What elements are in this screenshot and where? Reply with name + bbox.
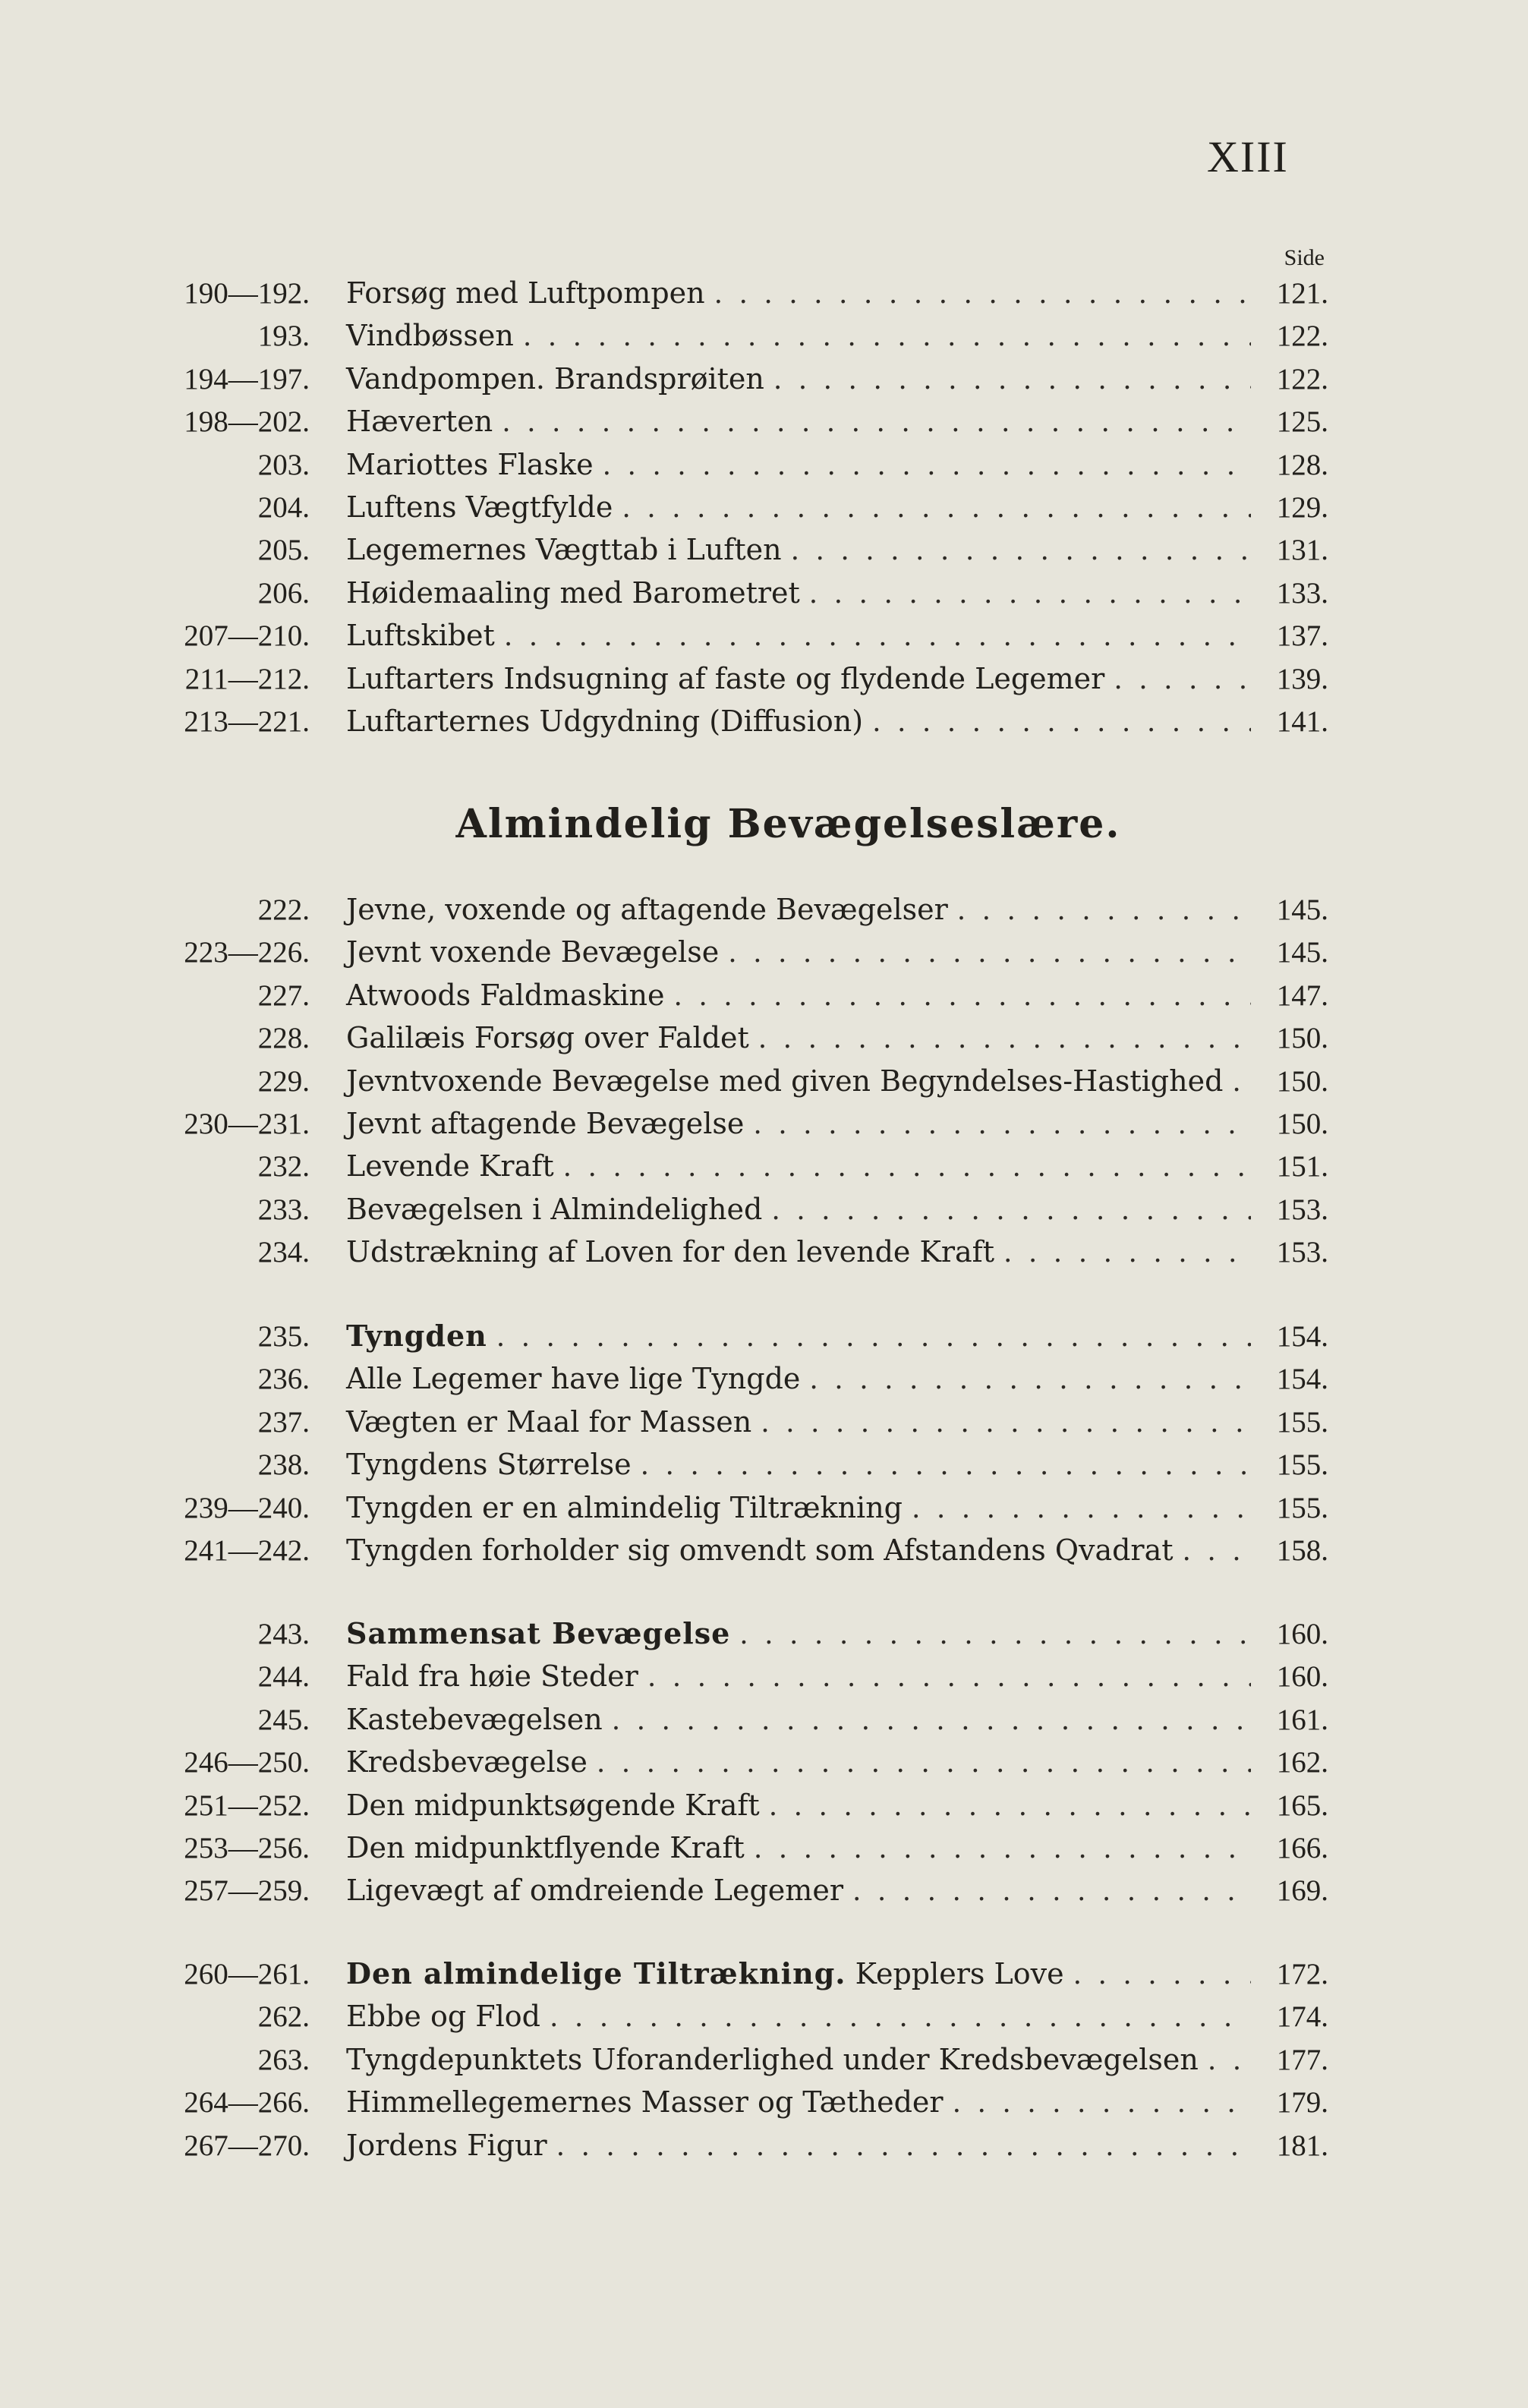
section-heading: Almindelig Bevægelseslære. <box>455 801 1121 847</box>
toc-entry-title: Bevægelsen i Almindelighed <box>346 1192 763 1226</box>
toc-entry-number: 239—240. <box>184 1491 310 1524</box>
toc-entry-page: 150. <box>1276 1107 1328 1140</box>
toc-entry-page: 179. <box>1276 2086 1328 2120</box>
toc-entry-page: 141. <box>1276 704 1328 738</box>
toc-entry-number: 232. <box>257 1150 310 1184</box>
toc-entry-title: Høidemaaling med Barometret <box>346 575 800 610</box>
dot-leader <box>773 359 1251 402</box>
dot-leader <box>523 316 1251 358</box>
toc-entry-title: Vandpompen. Brandsprøiten <box>346 361 764 396</box>
toc-entry-page: 128. <box>1276 448 1328 481</box>
toc-entry-number: 238. <box>257 1448 310 1482</box>
toc-entry-title: Luftskibet <box>346 619 495 653</box>
toc-entry <box>137 358 1328 400</box>
toc-entry-title: Forsøg med Luftpompen <box>346 276 705 310</box>
toc-entry-page: 150. <box>1276 1022 1328 1055</box>
toc-entry-page: 133. <box>1276 576 1328 610</box>
toc-entry-number: 227. <box>257 979 310 1012</box>
toc-entry <box>137 1486 1328 1529</box>
toc-entry <box>137 1145 1328 1187</box>
toc-entry <box>137 1995 1328 2038</box>
dot-leader <box>550 1997 1251 2039</box>
toc-entry <box>137 1188 1328 1231</box>
dot-leader <box>597 1742 1251 1785</box>
toc-entry-title: Galilæis Forsøg over Faldet <box>346 1021 749 1055</box>
toc-entry-page: 121. <box>1276 277 1328 310</box>
toc-entry <box>137 1869 1328 1912</box>
toc-entry-title: Vægten er Maal for Massen <box>346 1404 752 1439</box>
toc-entry-number: 236. <box>257 1363 310 1396</box>
dot-leader <box>953 2082 1251 2125</box>
toc-entry <box>137 486 1328 528</box>
toc-entry-page: 150. <box>1276 1064 1328 1098</box>
toc-entry <box>137 614 1328 657</box>
toc-entry-title: Ligevægt af omdreiende Legemer <box>346 1874 843 1908</box>
dot-leader <box>1208 2040 1251 2082</box>
toc-entry <box>137 1698 1328 1741</box>
toc-entry-page: 122. <box>1276 362 1328 396</box>
toc-entry <box>137 1529 1328 1571</box>
toc-group-5 <box>137 1953 1328 2167</box>
toc-entry-number: 233. <box>257 1193 310 1226</box>
dot-leader <box>563 1146 1251 1189</box>
page-column-label: Side <box>1284 245 1325 270</box>
dot-leader <box>641 1445 1251 1487</box>
dot-leader <box>1073 1954 1251 1997</box>
toc-entry <box>137 888 1328 931</box>
toc-entry-number: 263. <box>257 2043 310 2076</box>
toc-entry-number: 222. <box>257 894 310 926</box>
toc-entry-page: 169. <box>1276 1874 1328 1908</box>
toc-entry-page: 177. <box>1276 2043 1328 2076</box>
dot-leader <box>673 975 1251 1018</box>
toc-entry-page: 129. <box>1276 490 1328 524</box>
toc-entry-title: Ebbe og Flod <box>346 2000 540 2034</box>
toc-entry-title: Legemernes Vægttab i Luften <box>346 533 782 567</box>
toc-entry-title: Luftarters Indsugning af faste og flydende Legemer <box>346 661 1105 695</box>
toc-entry-title: Levende Kraft <box>346 1149 554 1184</box>
dot-leader <box>1003 1232 1251 1275</box>
toc-entry <box>137 2124 1328 2167</box>
toc-entry <box>137 700 1328 742</box>
toc-entry <box>137 528 1328 571</box>
toc-entry-page: 139. <box>1276 662 1328 695</box>
toc-entry <box>137 1826 1328 1869</box>
dot-leader <box>809 1359 1251 1401</box>
toc-entry-title-rest: Kepplers Love <box>846 1957 1064 1990</box>
toc-entry-number: 206. <box>257 576 310 610</box>
toc-entry-number: 264—266. <box>184 2086 310 2120</box>
toc-entry-number: 251—252. <box>184 1789 310 1822</box>
dot-leader <box>612 1700 1251 1742</box>
dot-leader <box>771 1190 1251 1232</box>
toc-entry-number: 205. <box>257 534 310 567</box>
toc-entry <box>137 657 1328 700</box>
toc-entry-title: Atwoods Faldmaskine <box>346 978 665 1012</box>
toc-entry-number: 245. <box>257 1703 310 1736</box>
toc-entry-number: 213—221. <box>184 704 310 738</box>
toc-entry-title: Vindbøssen <box>346 319 514 353</box>
toc-entry-title: Luftens Vægtfylde <box>346 490 613 524</box>
toc-entry-title: Jevnt voxende Bevægelse <box>346 935 720 969</box>
dot-leader <box>809 573 1251 616</box>
dot-leader <box>1114 659 1251 701</box>
toc-group-3 <box>137 1315 1328 1571</box>
toc-entry-number: 237. <box>257 1405 310 1439</box>
toc-entry-number: 246—250. <box>184 1746 310 1779</box>
toc-entry-page: 166. <box>1276 1831 1328 1864</box>
toc-entry <box>137 272 1328 314</box>
toc-entry-page: 160. <box>1276 1660 1328 1694</box>
toc-entry-number: 211—212. <box>184 662 310 695</box>
dot-leader <box>504 616 1251 658</box>
dot-leader <box>912 1488 1251 1530</box>
toc-entry-page: 131. <box>1276 534 1328 567</box>
toc-entry-number: 260—261. <box>184 1958 310 1990</box>
toc-group-4 <box>137 1612 1328 1912</box>
toc-entry-page: 153. <box>1276 1236 1328 1269</box>
toc-entry-title <box>346 1953 1064 1995</box>
toc-entry-title: Tyngdepunktets Uforanderlighed under Kredsbevægelsen <box>346 2042 1199 2076</box>
toc-entry <box>137 443 1328 486</box>
toc-entry-title: Himmellegemernes Masser og Tætheder <box>346 2085 944 2120</box>
toc-entry-title-main: Den almindelige Tiltrækning. <box>346 1956 846 1990</box>
toc-entry-page: 160. <box>1276 1618 1328 1650</box>
toc-entry-number: 198—202. <box>184 405 310 439</box>
toc-entry <box>137 1953 1328 1995</box>
dot-leader <box>502 402 1251 444</box>
toc-entry-title: Udstrækning af Loven for den levende Kraft <box>346 1235 995 1269</box>
toc-entry <box>137 1231 1328 1273</box>
toc-entry-page: 154. <box>1276 1363 1328 1396</box>
toc-entry-page: 172. <box>1276 1958 1328 1990</box>
dot-leader <box>1232 1061 1251 1104</box>
toc-entry-number: 190—192. <box>184 277 310 310</box>
dot-leader <box>754 1828 1251 1871</box>
toc-entry-page: 162. <box>1276 1746 1328 1779</box>
toc-entry <box>137 931 1328 973</box>
toc-entry-page: 165. <box>1276 1789 1328 1822</box>
toc-entry <box>137 314 1328 357</box>
toc-entry <box>137 1060 1328 1102</box>
toc-entry-title: Kastebevægelsen <box>346 1702 603 1736</box>
dot-leader <box>769 1786 1251 1828</box>
dot-leader <box>753 1104 1251 1146</box>
toc-entry-title: Luftarternes Udgydning (Diffusion) <box>346 704 864 738</box>
toc-entry-title: Tyngden <box>346 1319 487 1353</box>
dot-leader <box>1183 1530 1251 1573</box>
toc-entry-number: 194—197. <box>184 362 310 396</box>
dot-leader <box>728 932 1251 975</box>
toc-entry <box>137 1655 1328 1697</box>
toc-entry <box>137 2081 1328 2123</box>
toc-entry <box>137 400 1328 443</box>
dot-leader <box>791 530 1251 572</box>
toc-entry-number: 193. <box>257 320 310 353</box>
toc-entry-page: 161. <box>1276 1703 1328 1736</box>
toc-entry-page: 174. <box>1276 2000 1328 2034</box>
toc-entry-number: 262. <box>257 2000 310 2034</box>
toc-entry-number: 223—226. <box>184 936 310 969</box>
dot-leader <box>603 445 1251 487</box>
dot-leader <box>739 1614 1251 1656</box>
toc-entry-title: Fald fra høie Steder <box>346 1659 638 1694</box>
toc-entry-number: 267—270. <box>184 2129 310 2162</box>
page-number: XIII <box>1207 132 1289 181</box>
toc-entry-title: Sammensat Bevægelse <box>346 1616 731 1650</box>
toc-entry-page: 137. <box>1276 619 1328 653</box>
toc-entry-number: 257—259. <box>184 1874 310 1908</box>
toc-entry <box>137 572 1328 614</box>
dot-leader <box>758 1018 1251 1061</box>
toc-entry-number: 228. <box>257 1022 310 1055</box>
dot-leader <box>957 890 1251 932</box>
toc-entry-number: 234. <box>257 1236 310 1269</box>
toc-entry <box>137 1401 1328 1443</box>
toc-entry-title: Alle Legemer have lige Tyngde <box>346 1362 801 1396</box>
dot-leader <box>872 701 1251 744</box>
toc-entry-page: 153. <box>1276 1193 1328 1226</box>
toc-entry <box>137 974 1328 1016</box>
toc-entry-title: Tyngden er en almindelig Tiltrækning <box>346 1490 903 1524</box>
toc-entry-title: Kredsbevægelse <box>346 1745 588 1779</box>
toc-entry <box>137 1315 1328 1357</box>
toc-entry-title: Den midpunktflyende Kraft <box>346 1830 745 1864</box>
toc-entry-number: 244. <box>257 1660 310 1694</box>
toc-entry-number: 207—210. <box>184 619 310 653</box>
toc-entry-title: Jordens Figur <box>346 2128 547 2162</box>
toc-entry-title: Jevne, voxende og aftagende Bevægelser <box>346 893 948 926</box>
toc-entry-page: 181. <box>1276 2129 1328 2162</box>
toc-entry-page: 158. <box>1276 1533 1328 1567</box>
toc-entry <box>137 1741 1328 1783</box>
dot-leader <box>852 1871 1251 1913</box>
toc-entry-title: Den midpunktsøgende Kraft <box>346 1788 760 1822</box>
toc-entry-page: 151. <box>1276 1150 1328 1184</box>
toc-entry-page: 147. <box>1276 979 1328 1012</box>
toc-entry-title: Jevntvoxende Bevægelse med given Begyndelses-Hastighed <box>346 1064 1224 1098</box>
toc-entry-title: Mariottes Flaske <box>346 447 594 481</box>
toc-entry-number: 235. <box>257 1320 310 1353</box>
toc-entry <box>137 1443 1328 1486</box>
toc-entry-number: 230—231. <box>184 1107 310 1140</box>
toc-entry-page: 122. <box>1276 320 1328 353</box>
toc-entry <box>137 1784 1328 1826</box>
toc-entry <box>137 1612 1328 1655</box>
dot-leader <box>761 1402 1251 1445</box>
toc-entry-page: 125. <box>1276 405 1328 439</box>
toc-entry-page: 155. <box>1276 1405 1328 1439</box>
toc-entry <box>137 1016 1328 1059</box>
dot-leader <box>496 1316 1251 1359</box>
toc-entry-number: 204. <box>257 490 310 524</box>
dot-leader <box>647 1656 1251 1699</box>
toc-entry <box>137 1357 1328 1400</box>
toc-entry-number: 243. <box>257 1618 310 1650</box>
toc-entry-page: 155. <box>1276 1491 1328 1524</box>
dot-leader <box>622 487 1251 530</box>
toc-entry-number: 241—242. <box>184 1533 310 1567</box>
toc-entry-page: 145. <box>1276 936 1328 969</box>
toc-entry-number: 229. <box>257 1064 310 1098</box>
toc-entry-title: Tyngden forholder sig omvendt som Afstandens Qvadrat <box>346 1533 1174 1567</box>
toc-entry-title: Tyngdens Størrelse <box>346 1448 632 1482</box>
toc-entry <box>137 2038 1328 2081</box>
dot-leader <box>714 273 1251 316</box>
toc-group-2 <box>137 888 1328 1274</box>
toc-entry-title: Hæverten <box>346 405 493 439</box>
toc-entry-page: 155. <box>1276 1448 1328 1482</box>
toc-entry-page: 145. <box>1276 894 1328 926</box>
dot-leader <box>556 2126 1251 2168</box>
toc-group-1 <box>137 272 1328 742</box>
toc-entry-page: 154. <box>1276 1320 1328 1353</box>
toc-entry-number: 203. <box>257 448 310 481</box>
toc-entry-number: 253—256. <box>184 1831 310 1864</box>
toc-entry <box>137 1102 1328 1145</box>
toc-entry-title: Jevnt aftagende Bevægelse <box>346 1106 745 1140</box>
